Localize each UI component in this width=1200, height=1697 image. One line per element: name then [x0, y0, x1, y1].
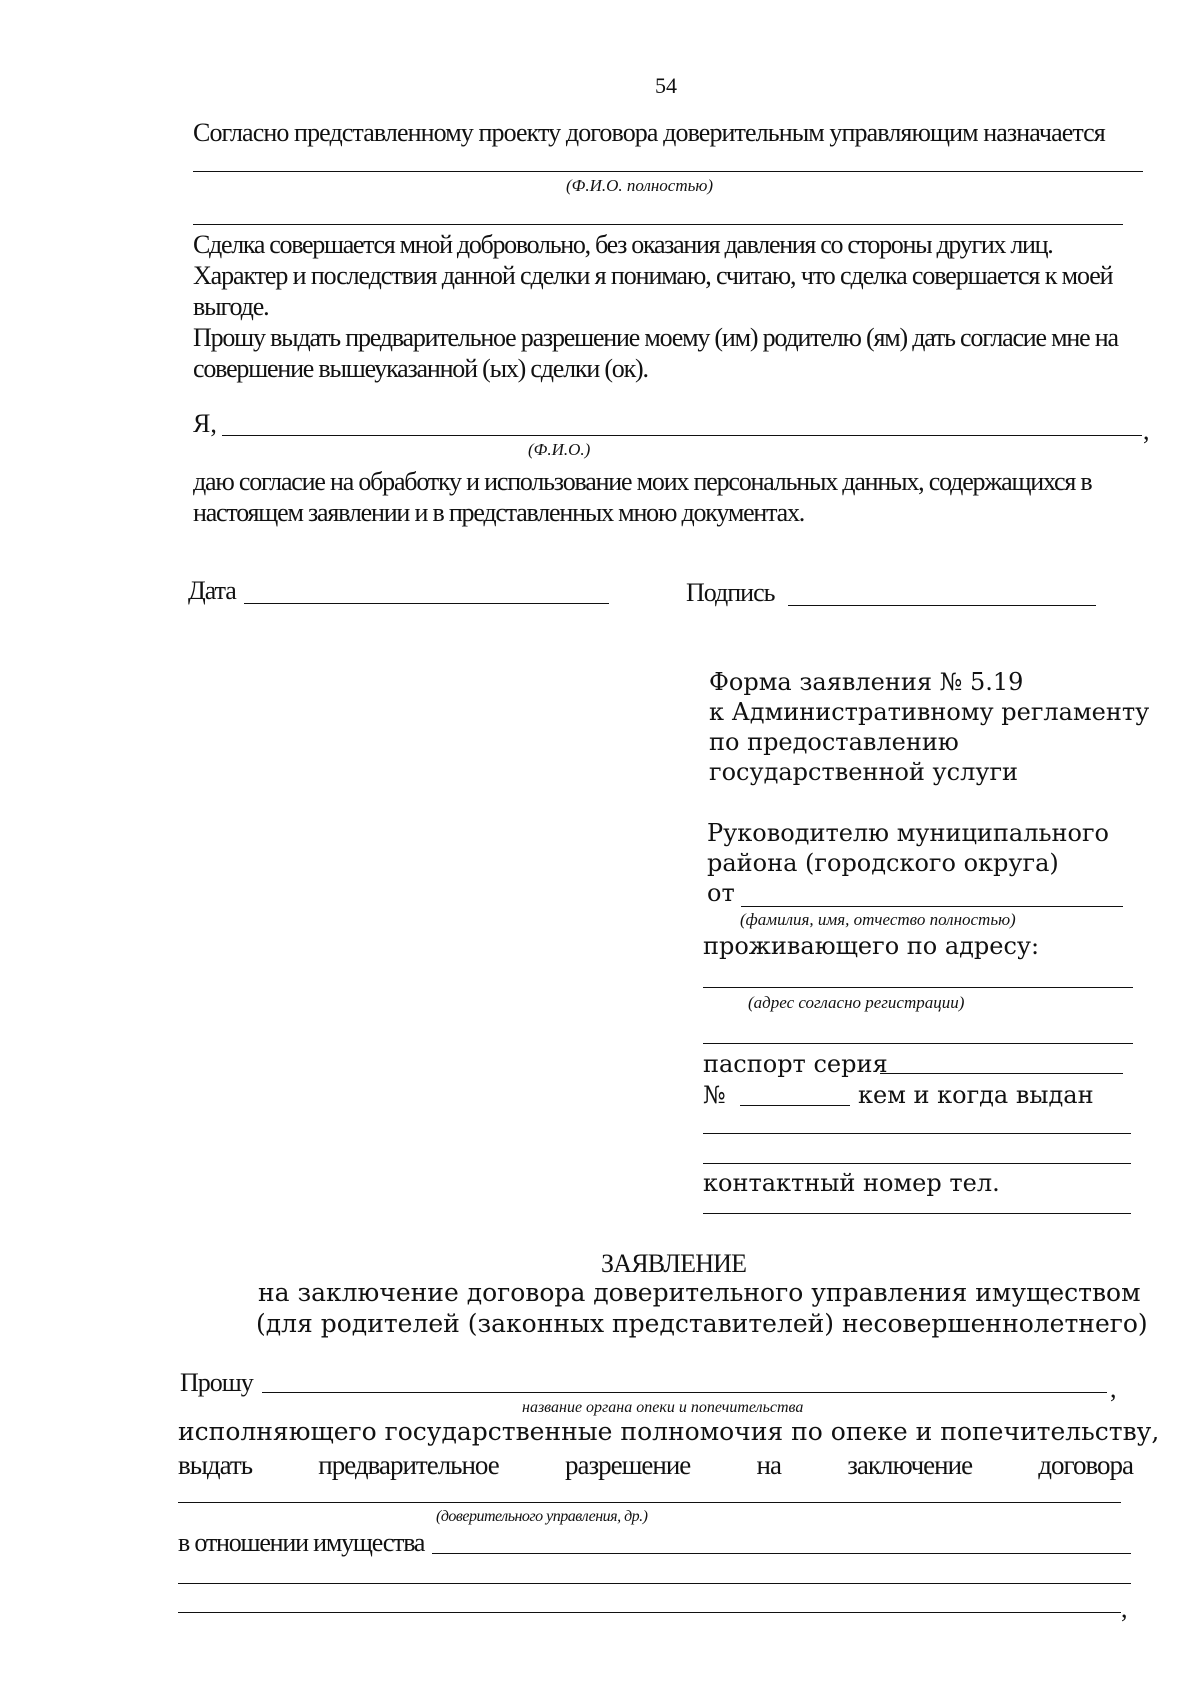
- voluntary-text: Сделка совершается мной добровольно, без оказания давления со стороны других лиц.: [193, 230, 1053, 259]
- property-line-3[interactable]: [178, 1612, 1121, 1613]
- address-caption: (адрес согласно регистрации): [748, 993, 965, 1012]
- form-number: Форма заявления № 5.19: [709, 668, 1024, 696]
- statement-subtitle-2: (для родителей (законных представителей) несовершеннолетнего): [256, 1309, 1148, 1338]
- fio-caption: (Ф.И.О.): [528, 440, 591, 459]
- signature-label: Подпись: [686, 578, 775, 607]
- passport-number-line[interactable]: [740, 1105, 850, 1106]
- signature-line[interactable]: [788, 605, 1096, 606]
- guardianship-organ-line[interactable]: [262, 1392, 1107, 1393]
- issued-by-label: кем и когда выдан: [858, 1081, 1094, 1109]
- date-label: Дата: [188, 576, 236, 605]
- passport-series-line[interactable]: [880, 1073, 1123, 1074]
- head-line-1: Руководителю муниципального: [707, 819, 1109, 847]
- phone-line[interactable]: [703, 1213, 1131, 1214]
- date-line[interactable]: [244, 603, 609, 604]
- statement-subtitle-1: на заключение договора доверительного управления имуществом: [258, 1278, 1141, 1307]
- request-permission-text: Прошу выдать предварительное разрешение моему (им) родителю (ям) дать согласие мне на совершение вышеуказанной (ых) сделки (ок).: [193, 323, 1118, 383]
- contract-type-line[interactable]: [178, 1502, 1121, 1503]
- consent-text: даю согласие на обработку и использование моих персональных данных, содержащихся в настоящем заявлении и в представленных мною документах.: [193, 467, 1092, 527]
- comma: ,: [1143, 416, 1150, 445]
- trustee-name-line[interactable]: [193, 171, 1143, 172]
- issue-permission-text: выдать предварительное разрешение на заключение договора: [178, 1450, 1133, 1480]
- address-line-1[interactable]: [703, 987, 1133, 988]
- trustee-name-line-2[interactable]: [193, 224, 1123, 225]
- i-label: Я,: [193, 409, 217, 438]
- issued-by-line-1[interactable]: [703, 1133, 1131, 1134]
- fio-full-caption: (Ф.И.О. полностью): [566, 176, 714, 195]
- end-comma: ,: [1121, 1594, 1128, 1623]
- passport-number-label: №: [703, 1081, 726, 1109]
- statement-title: ЗАЯВЛЕНИЕ: [601, 1249, 747, 1278]
- trustee-assignment-text: Согласно представленному проекту договора доверительным управляющим назначается: [193, 118, 1105, 147]
- issued-by-line-2[interactable]: [703, 1163, 1131, 1164]
- organ-caption: название органа опеки и попечительства: [522, 1399, 804, 1416]
- applicant-fio-line[interactable]: [222, 435, 1142, 436]
- address-line-2[interactable]: [703, 1043, 1133, 1044]
- phone-label: контактный номер тел.: [703, 1169, 1000, 1197]
- head-line-2: района (городского округа): [707, 849, 1059, 877]
- page-number: 54: [655, 73, 677, 98]
- regulation-text: к Административному регламенту: [709, 698, 1150, 726]
- residing-label: проживающего по адресу:: [703, 932, 1040, 960]
- property-line-2[interactable]: [178, 1583, 1131, 1584]
- from-label: от: [707, 879, 735, 907]
- fullname-caption: (фамилия, имя, отчество полностью): [740, 910, 1016, 929]
- passport-series-label: паспорт серия: [703, 1050, 888, 1078]
- request-label: Прошу: [180, 1368, 253, 1397]
- contract-caption: (доверительного управления, др.): [436, 1508, 648, 1525]
- property-label: в отношении имущества: [178, 1528, 425, 1557]
- performing-text: исполняющего государственные полномочия по опеке и попечительству,: [178, 1417, 1160, 1446]
- service-text: государственной услуги: [709, 758, 1019, 786]
- comma: ,: [1110, 1374, 1117, 1403]
- provision-text: по предоставлению: [709, 728, 959, 756]
- property-line-1[interactable]: [432, 1553, 1131, 1554]
- applicant-fullname-line[interactable]: [741, 906, 1123, 907]
- understand-text: Характер и последствия данной сделки я понимаю, считаю, что сделка совершается к моей выгоде.: [193, 261, 1113, 321]
